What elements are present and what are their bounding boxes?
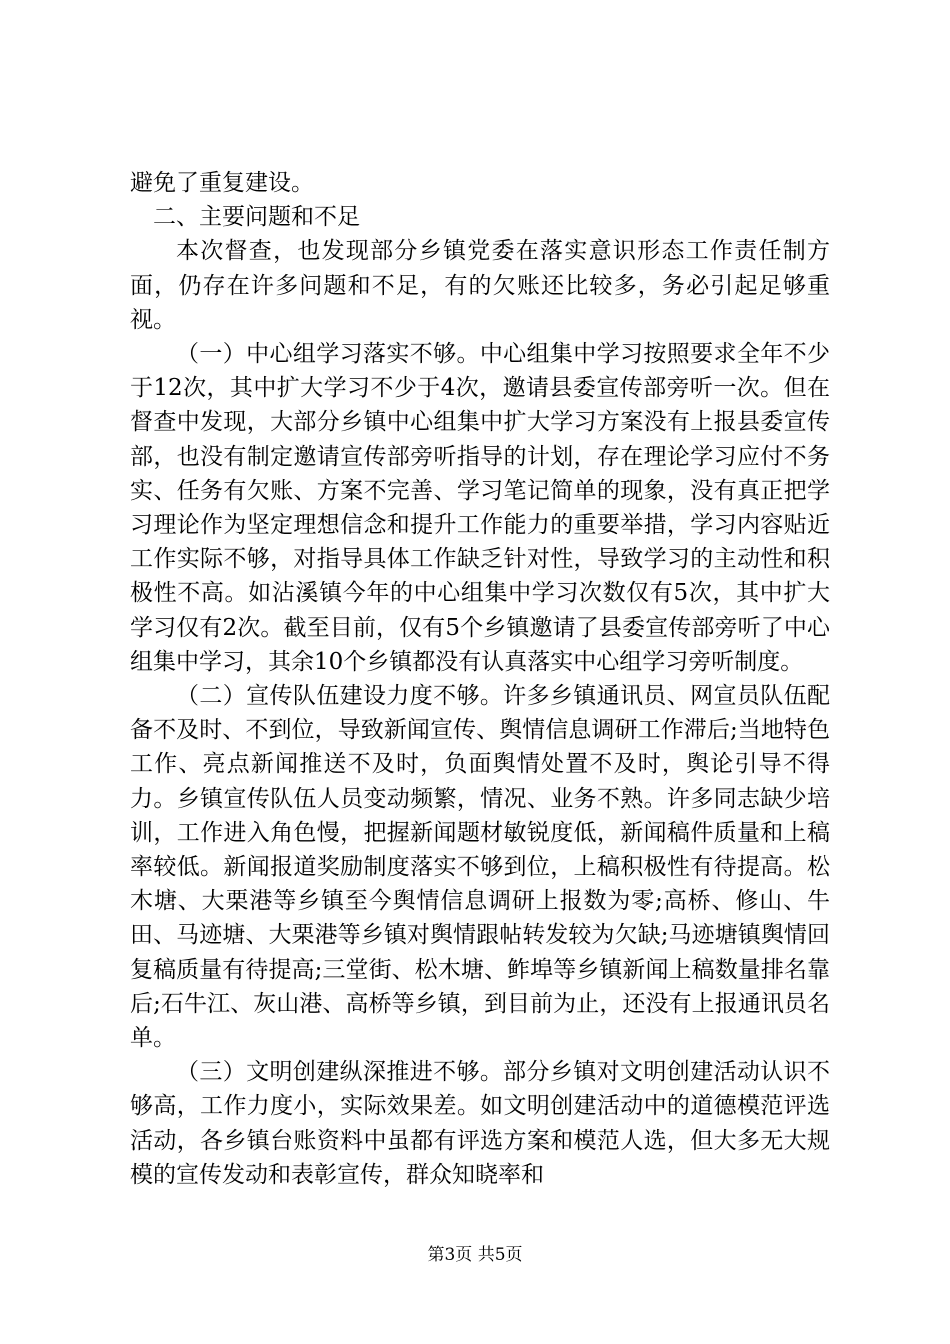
paragraph-continuation: 避免了重复建设。 [130,170,314,196]
document-body [130,166,830,1192]
page-number: 第3页 共5页 [427,1245,523,1265]
paragraph-intro: 本次督查，也发现部分乡镇党委在落实意识形态工作责任制方面，仍存在许多问题和不足，有的欠账还比较多，务必引起足够重视。 [130,238,830,333]
page-footer [0,1243,950,1267]
paragraph-item-2: （二）宣传队伍建设力度不够。许多乡镇通讯员、网宣员队伍配备不及时、不到位，导致新闻宣传、舆情信息调研工作滞后;当地特色工作、亮点新闻推送不及时，负面舆情处置不及时，舆论引导不得力。乡镇宣传队伍人员变动频繁，情况、业务不熟。许多同志缺少培训，工作进入角色慢，把握新闻题材敏锐度低，新闻稿件质量和上稿率较低。新闻报道奖励制度落实不够到位，上稿积极性有待提高。松木塘、大栗港等乡镇至今舆情信息调研上报数为零;高桥、修山、牛田、马迹塘、大栗港等乡镇对舆情跟帖转发较为欠缺;马迹塘镇舆情回复稿质量有待提高;三堂街、松木塘、鲊埠等乡镇新闻上稿数量排名靠后;石牛江、灰山港、高桥等乡镇，到目前为止，还没有上报通讯员名单。 [130,683,830,1052]
section-heading: 二、主要问题和不足 [153,204,360,231]
paragraph-item-1: （一）中心组学习落实不够。中心组集中学习按照要求全年不少于12次，其中扩大学习不少于4次，邀请县委宣传部旁听一次。但在督查中发现，大部分乡镇中心组集中扩大学习方案没有上报县委宣传部，也没有制定邀请宣传部旁听指导的计划，存在理论学习应付不务实、任务有欠账、方案不完善、学习笔记简单的现象，没有真正把学习理论作为坚定理想信念和提升工作能力的重要举措，学习内容贴近工作实际不够，对指导具体工作缺乏针对性，导致学习的主动性和积极性不高。如沾溪镇今年的中心组集中学习次数仅有5次，其中扩大学习仅有2次。截至目前，仅有5个乡镇邀请了县委宣传部旁听了中心组集中学习，其余10个乡镇都没有认真落实中心组学习旁听制度。 [130,341,830,675]
paragraph-item-3: （三）文明创建纵深推进不够。部分乡镇对文明创建活动认识不够高，工作力度小，实际效果差。如文明创建活动中的道德模范评选活动，各乡镇台账资料中虽都有评选方案和模范人选，但大多无大规模的宣传发动和表彰宣传，群众知晓率和 [130,1059,830,1188]
